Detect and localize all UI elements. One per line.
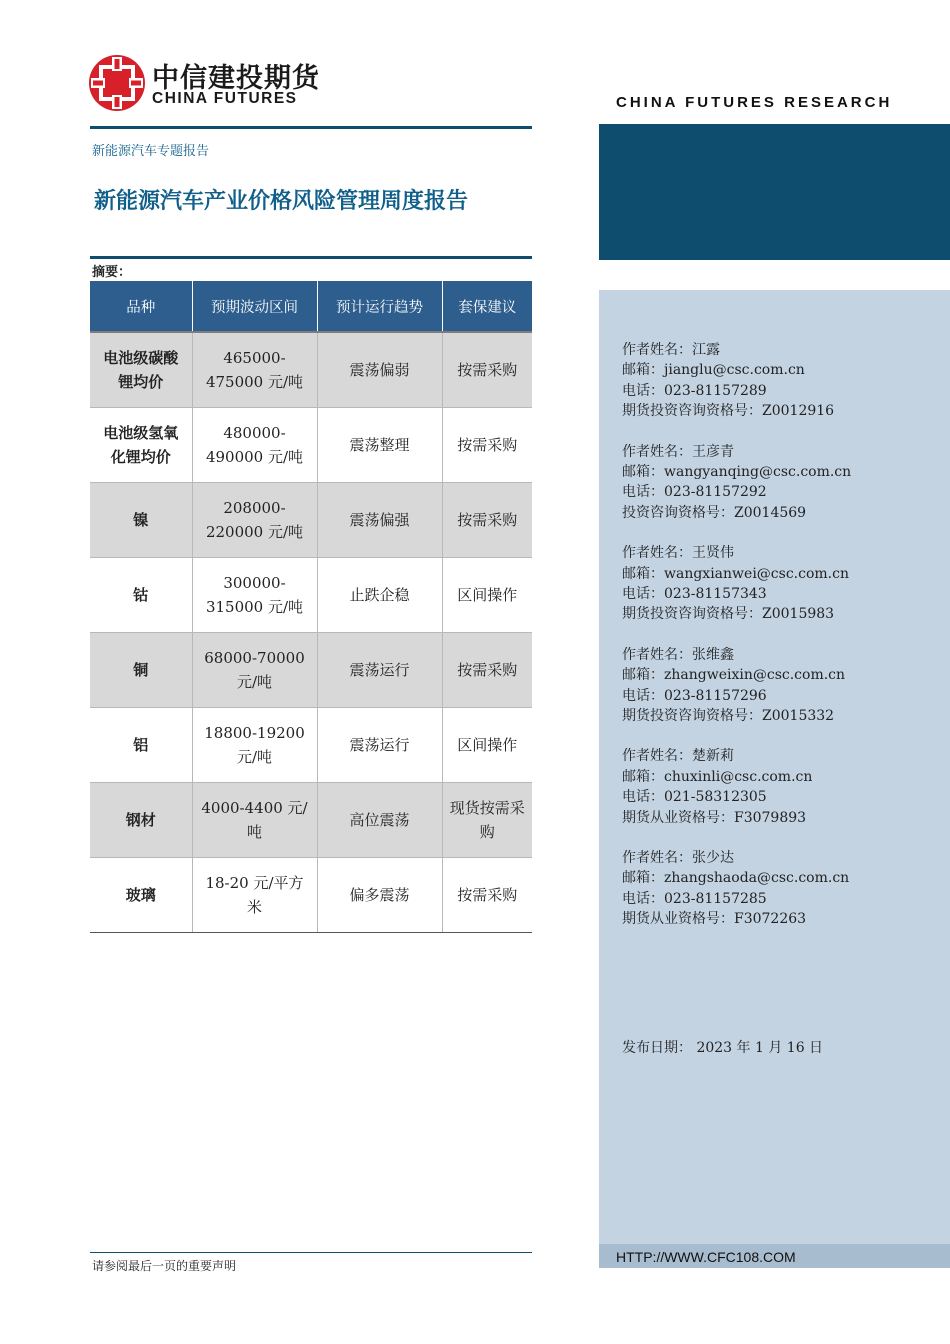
table-row — [90, 483, 532, 558]
author-license: 期货从业资格号：F3079893 — [622, 809, 807, 826]
author-license: 期货投资咨询资格号：Z0015332 — [622, 707, 835, 724]
cell-trend: 止跌企稳 — [317, 558, 442, 633]
cell-trend: 震荡偏强 — [317, 483, 442, 558]
author-email[interactable]: 邮箱：chuxinli@csc.com.cn — [622, 768, 813, 785]
author-phone: 电话：023-81157285 — [622, 890, 767, 907]
cell-variety: 玻璃 — [90, 858, 192, 933]
author-name: 作者姓名：江露 — [622, 342, 720, 358]
author-email[interactable]: 邮箱：zhangshaoda@csc.com.cn — [622, 870, 850, 887]
logo-english-name: CHINA FUTURES — [152, 90, 298, 107]
author-license: 期货从业资格号：F3072263 — [622, 911, 807, 928]
cell-trend: 震荡运行 — [317, 708, 442, 783]
title-divider — [90, 256, 532, 259]
cell-advice: 按需采购 — [442, 858, 532, 933]
author-phone: 电话：023-81157289 — [622, 382, 767, 399]
author-block — [622, 340, 942, 442]
header-trend: 预计运行趋势 — [317, 281, 442, 332]
cell-trend: 偏多震荡 — [317, 858, 442, 933]
author-email[interactable]: 邮箱：jianglu@csc.com.cn — [622, 362, 805, 379]
author-block — [622, 848, 942, 950]
author-email[interactable]: 邮箱：wangyanqing@csc.com.cn — [622, 463, 852, 480]
citic-logo-icon — [88, 54, 146, 112]
header-advice: 套保建议 — [442, 281, 532, 332]
price-risk-table — [90, 281, 532, 933]
cell-advice: 按需采购 — [442, 332, 532, 408]
cell-range: 465000-475000 元/吨 — [192, 332, 317, 408]
cell-advice: 按需采购 — [442, 483, 532, 558]
author-phone: 电话：021-58312305 — [622, 789, 767, 806]
author-name: 作者姓名：张少达 — [622, 849, 734, 866]
cell-variety: 铝 — [90, 708, 192, 783]
cell-range: 4000-4400 元/吨 — [192, 783, 317, 858]
table-row — [90, 708, 532, 783]
summary-label: 摘要： — [92, 265, 132, 280]
cell-advice: 现货按需采购 — [442, 783, 532, 858]
research-label: CHINA FUTURES RESEARCH — [616, 94, 893, 111]
top-divider — [90, 126, 532, 129]
author-license: 期货投资咨询资格号：Z0012916 — [622, 403, 835, 420]
cell-advice: 区间操作 — [442, 558, 532, 633]
header-variety: 品种 — [90, 281, 192, 332]
table-row — [90, 558, 532, 633]
cell-variety: 电池级氢氧化锂均价 — [90, 408, 192, 483]
author-email[interactable]: 邮箱：zhangweixin@csc.com.cn — [622, 667, 846, 684]
table-row — [90, 858, 532, 933]
cell-advice: 按需采购 — [442, 408, 532, 483]
footer-disclaimer: 请参阅最后一页的重要声明 — [92, 1259, 237, 1273]
website-link[interactable]: HTTP://WWW.CFC108.COM — [616, 1249, 796, 1265]
author-block — [622, 543, 942, 645]
author-block — [622, 442, 942, 544]
cell-range: 18-20 元/平方米 — [192, 858, 317, 933]
author-name: 作者姓名：王彦青 — [622, 443, 734, 460]
table-row — [90, 633, 532, 708]
cell-trend: 震荡运行 — [317, 633, 442, 708]
author-license: 投资咨询资格号：Z0014569 — [622, 504, 807, 521]
table-row — [90, 783, 532, 858]
cell-variety: 铜 — [90, 633, 192, 708]
header-range: 预期波动区间 — [192, 281, 317, 332]
cell-trend: 震荡整理 — [317, 408, 442, 483]
report-title: 新能源汽车产业价格风险管理周度报告 — [94, 189, 469, 214]
cell-variety: 电池级碳酸锂均价 — [90, 332, 192, 408]
author-phone: 电话：023-81157343 — [622, 585, 767, 602]
footer-divider — [90, 1252, 532, 1253]
cell-range: 18800-19200 元/吨 — [192, 708, 317, 783]
author-block — [622, 746, 942, 848]
cell-advice: 按需采购 — [442, 633, 532, 708]
header-color-block — [599, 124, 950, 260]
author-phone: 电话：023-81157296 — [622, 687, 767, 704]
author-phone: 电话：023-81157292 — [622, 484, 767, 501]
cell-variety: 镍 — [90, 483, 192, 558]
logo-chinese-name: 中信建投期货 — [152, 63, 320, 94]
cell-range: 480000-490000 元/吨 — [192, 408, 317, 483]
author-name: 作者姓名：楚新莉 — [622, 748, 734, 765]
cell-range: 208000-220000 元/吨 — [192, 483, 317, 558]
publish-date: 发布日期： 2023 年 1 月 16 日 — [622, 1040, 824, 1056]
table-header-row — [90, 281, 532, 332]
table-row — [90, 332, 532, 408]
cell-advice: 区间操作 — [442, 708, 532, 783]
report-category: 新能源汽车专题报告 — [92, 144, 210, 159]
cell-trend: 震荡偏弱 — [317, 332, 442, 408]
cell-range: 68000-70000 元/吨 — [192, 633, 317, 708]
author-email[interactable]: 邮箱：wangxianwei@csc.com.cn — [622, 565, 849, 582]
company-logo — [88, 54, 348, 116]
table-row — [90, 408, 532, 483]
author-name: 作者姓名：张维鑫 — [622, 646, 734, 663]
author-license: 期货投资咨询资格号：Z0015983 — [622, 606, 835, 623]
cell-trend: 高位震荡 — [317, 783, 442, 858]
cell-range: 300000-315000 元/吨 — [192, 558, 317, 633]
author-block — [622, 645, 942, 747]
author-list — [622, 340, 942, 950]
cell-variety: 钢材 — [90, 783, 192, 858]
author-name: 作者姓名：王贤伟 — [622, 545, 734, 562]
cell-variety: 钴 — [90, 558, 192, 633]
